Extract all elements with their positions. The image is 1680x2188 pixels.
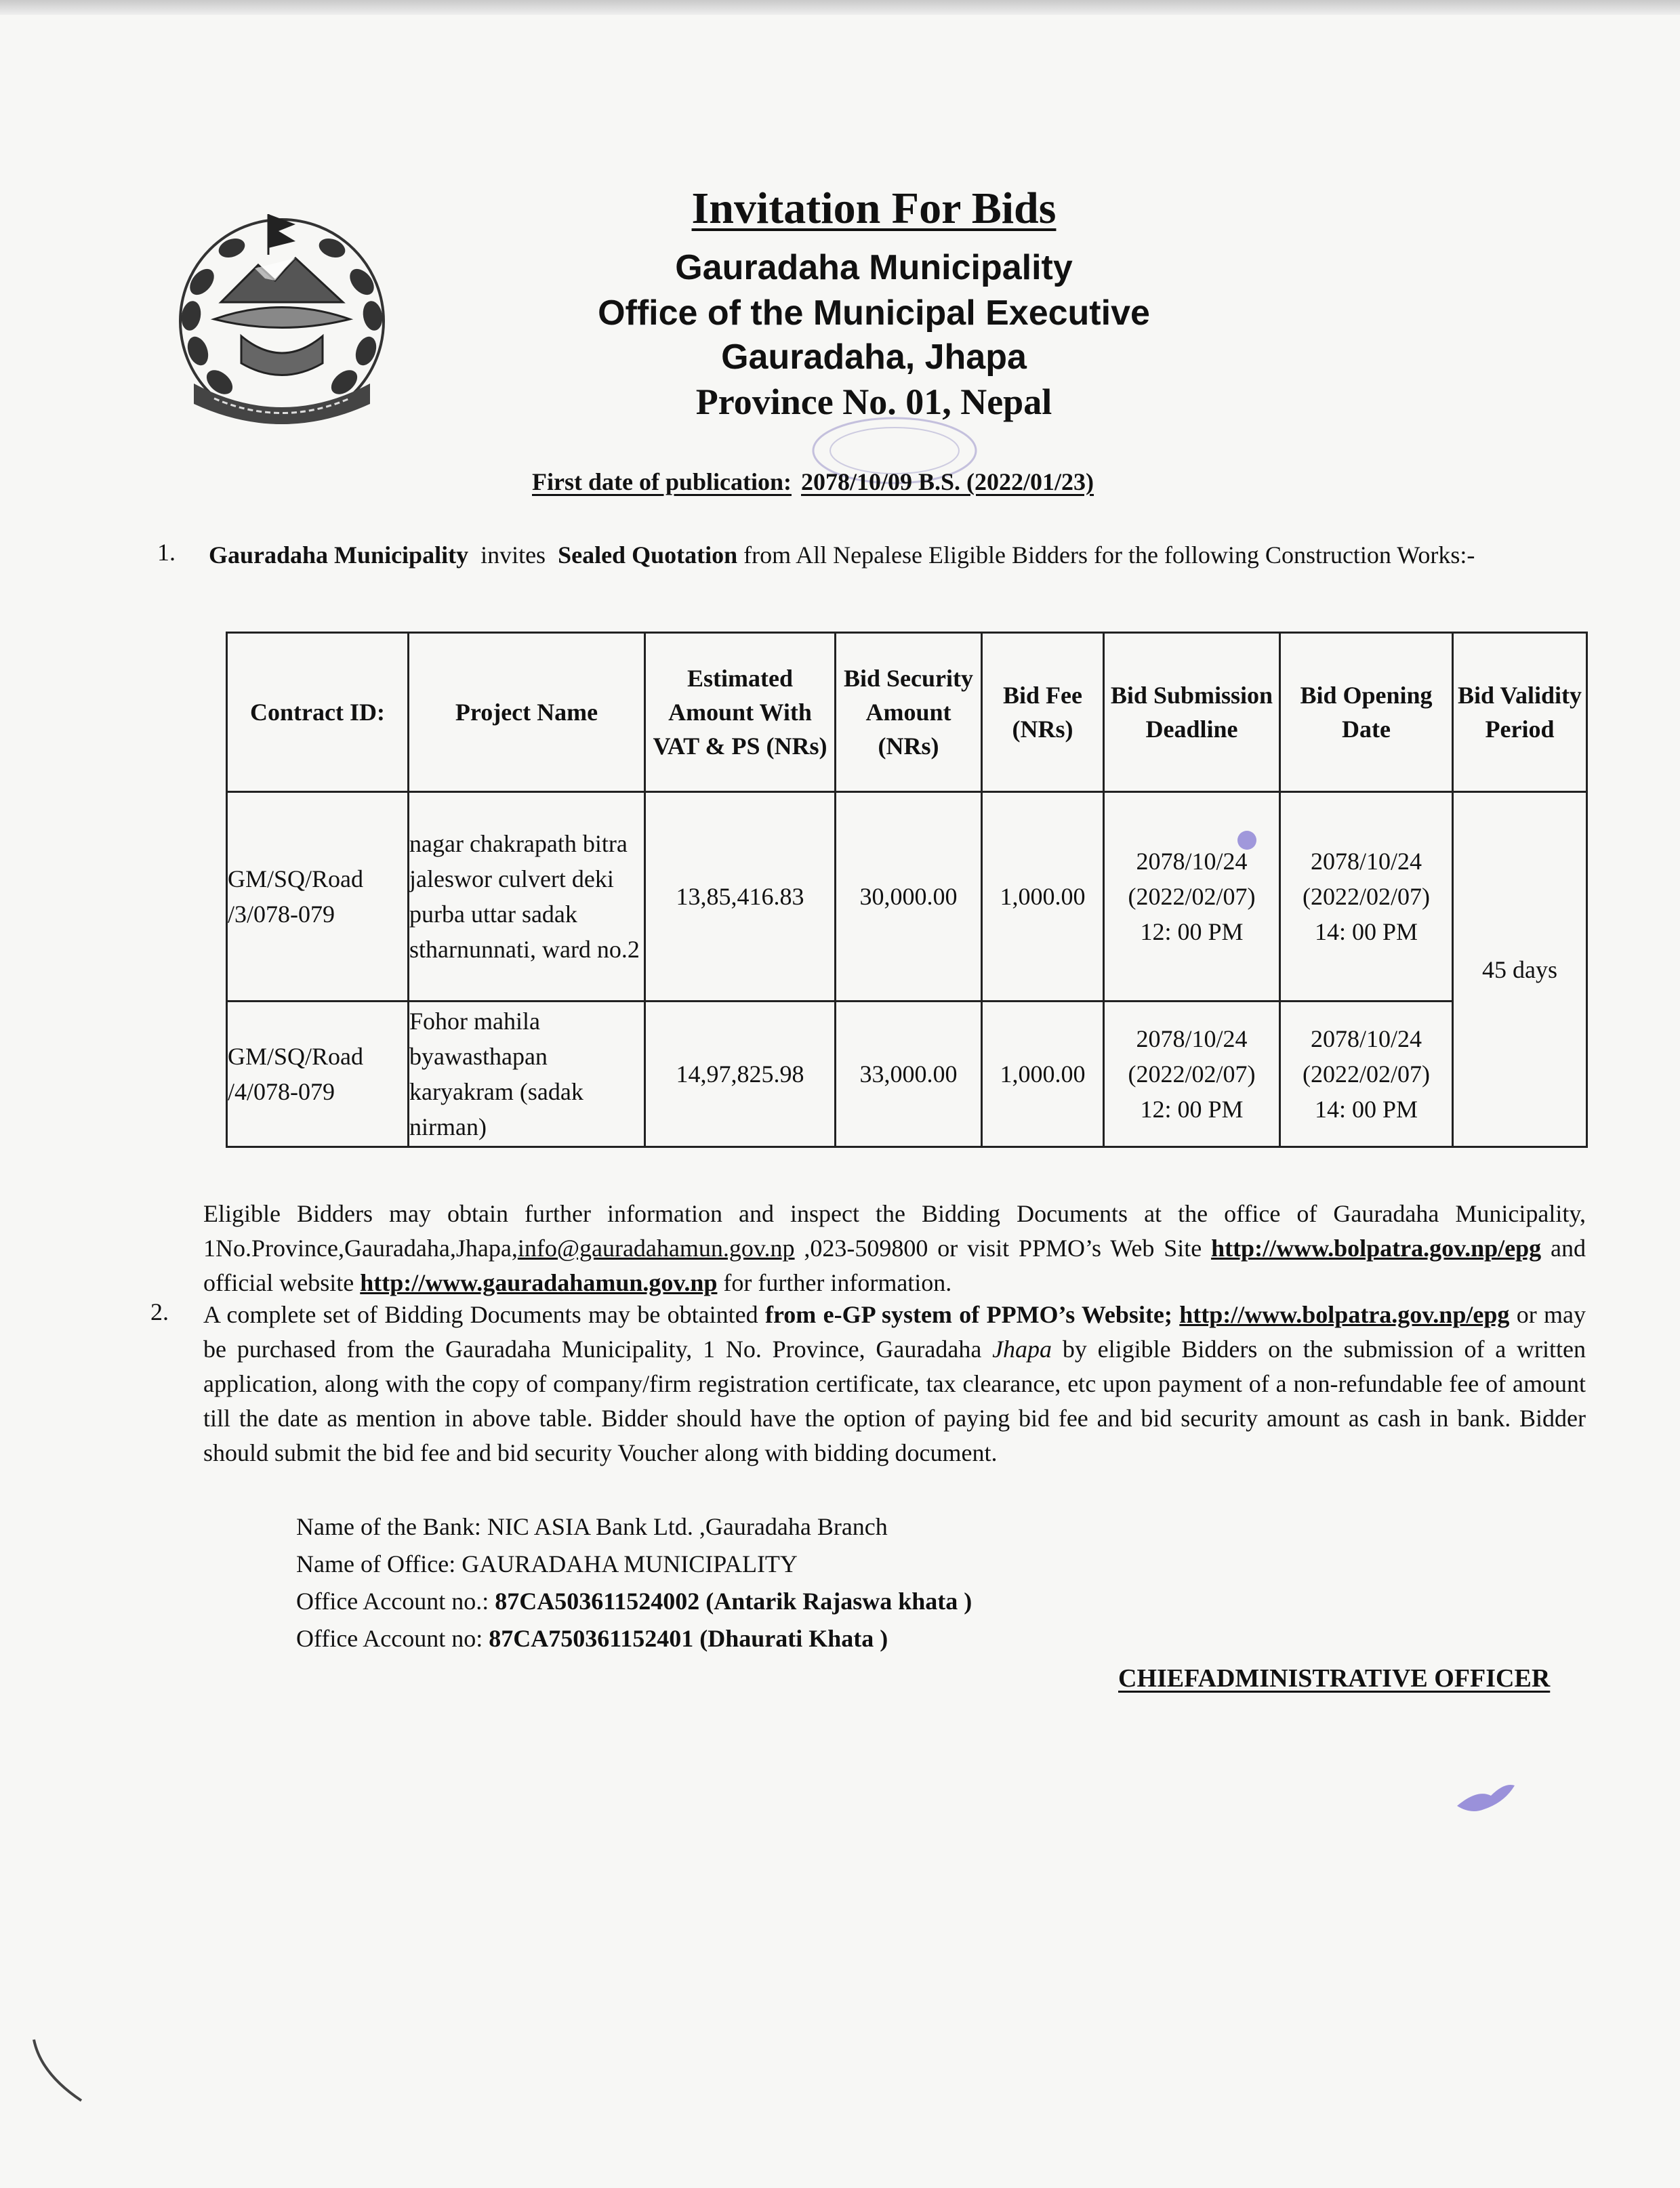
estimated-amount: 14,97,825.98 <box>645 1002 836 1147</box>
validity-period: 45 days <box>1453 792 1587 1147</box>
sealed-quotation: Sealed Quotation <box>558 541 738 569</box>
project-name: nagar chakrapath bitra jaleswor culvert deki purba uttar sadak stharnunnati, ward no.2 <box>409 792 645 1002</box>
opening-time: 14: 00 PM <box>1314 1096 1418 1123</box>
bid-security: 30,000.00 <box>836 792 982 1002</box>
municipality-name: Gauradaha Municipality <box>675 248 1073 287</box>
header-bid-fee: Bid Fee (NRs) <box>982 633 1104 792</box>
ink-dot-icon <box>1233 827 1261 854</box>
province-name: Province No. 01, Nepal <box>695 381 1052 422</box>
para2-number: 2. <box>150 1298 169 1325</box>
office-location: Gauradaha, Jhapa <box>721 337 1027 377</box>
bid-security: 33,000.00 <box>836 1002 982 1147</box>
contract-id: GM/SQ/Road /3/078-079 <box>227 792 409 1002</box>
header-bid-security: Bid Security Amount (NRs) <box>836 633 982 792</box>
header-validity-period: Bid Validity Period <box>1453 633 1587 792</box>
header-submission-deadline: Bid Submission Deadline <box>1104 633 1280 792</box>
para2-text-1: A complete set of Bidding Documents may be obtainted <box>203 1301 765 1328</box>
submission-deadline <box>1104 792 1280 1002</box>
signature-title: CHIEFADMINISTRATIVE OFFICER <box>1118 1664 1551 1693</box>
egp-system-text: from e-GP system of PPMO’s Website; <box>764 1301 1172 1328</box>
submission-deadline <box>1104 1002 1280 1147</box>
header-opening-date: Bid Opening Date <box>1280 633 1453 792</box>
account-1-value: 87CA503611524002 (Antarik Rajaswa khata ) <box>495 1588 972 1615</box>
contract-id: GM/SQ/Road /4/078-079 <box>227 1002 409 1147</box>
account-2-value: 87CA750361152401 (Dhaurati Khata ) <box>489 1625 888 1652</box>
eligible-text-1: Eligible Bidders may obtain further information and inspect the Bidding Documents at the office of Gauradaha Municipality, 1No.Province,Gauradaha,Jhapa, <box>203 1200 1586 1262</box>
header-contract-id: Contract ID: <box>227 633 409 792</box>
account-1-label: Office Account no.: <box>296 1588 489 1615</box>
opening-date-ad: (2022/02/07) <box>1303 1060 1430 1088</box>
bolpatra-link[interactable]: http://www.bolpatra.gov.np/epg <box>1211 1235 1542 1262</box>
para1-rest: from All Nepalese Eligible Bidders for the following Construction Works:- <box>743 541 1475 569</box>
bank-name: Name of the Bank: NIC ASIA Bank Ltd. ,Gauradaha Branch <box>296 1513 888 1540</box>
office-name-line: Name of Office: GAURADAHA MUNICIPALITY <box>296 1550 798 1577</box>
submission-time: 12: 00 PM <box>1140 1096 1244 1123</box>
jhapa-italic: Jhapa <box>992 1336 1052 1363</box>
opening-date <box>1280 1002 1453 1147</box>
eligible-bidders-text <box>203 1197 1586 1300</box>
email-link[interactable]: info@gauradahamun.gov.np <box>517 1235 795 1262</box>
org-name: Gauradaha Municipality <box>209 541 469 569</box>
project-name: Fohor mahila byawasthapan karyakram (sadak nirman) <box>409 1002 645 1147</box>
office-name: Office of the Municipal Executive <box>598 293 1150 333</box>
para2-text-3: by eligible Bidders on the submission of a written application, along with the copy of company/firm registration certificate, tax clearance, etc upon payment of a non-refundable fee of amount till the date as mention in above table. Bidder should have the option of paying bid fee and bid security amount as cash in bank. Bidder should submit the bid fee and bid security Voucher along with bidding document. <box>203 1336 1586 1466</box>
document-title: Invitation For Bids <box>691 184 1057 233</box>
submission-date-ad: (2022/02/07) <box>1128 883 1256 910</box>
para2-text-2: or may be purchased from the Gauradaha Municipality, 1 No. Province, Gauradaha <box>203 1301 1586 1363</box>
bid-fee: 1,000.00 <box>982 792 1104 1002</box>
invites-text: invites <box>480 541 546 569</box>
account-1 <box>296 1587 972 1615</box>
account-2 <box>296 1624 888 1653</box>
table-row <box>227 792 1587 1002</box>
opening-date-bs: 2078/10/24 <box>1310 1025 1422 1052</box>
municipality-website-link[interactable]: http://www.gauradahamun.gov.np <box>360 1269 718 1296</box>
bolpatra-link-2[interactable]: http://www.bolpatra.gov.np/epg <box>1179 1301 1510 1328</box>
publication-value: 2078/10/09 B.S. (2022/01/23) <box>801 468 1094 495</box>
scan-edge <box>0 0 1680 15</box>
submission-time: 12: 00 PM <box>1140 918 1244 945</box>
scan-mark-icon <box>27 2033 88 2107</box>
opening-date <box>1280 792 1453 1002</box>
table-header-row <box>227 633 1587 792</box>
account-2-label: Office Account no: <box>296 1625 483 1652</box>
eligible-text-2: ,023-509800 or visit PPMO’s Web Site <box>794 1235 1212 1262</box>
eligible-text-4: for further information. <box>717 1269 952 1296</box>
header-project-name: Project Name <box>409 633 645 792</box>
opening-date-ad: (2022/02/07) <box>1303 883 1430 910</box>
publication-label: First date of publication: <box>532 468 792 495</box>
opening-date-bs: 2078/10/24 <box>1310 848 1422 875</box>
eligible-text-3: and official website <box>203 1235 1586 1296</box>
ink-smudge-icon <box>1450 1775 1518 1816</box>
submission-date: 2078/10/24 <box>1136 1025 1248 1052</box>
table-row <box>227 1002 1587 1147</box>
submission-date-ad: (2022/02/07) <box>1128 1060 1256 1088</box>
bid-fee: 1,000.00 <box>982 1002 1104 1147</box>
para1-number: 1. <box>157 539 176 566</box>
para1-text <box>209 538 1557 573</box>
header-estimated-amount: Estimated Amount With VAT & PS (NRs) <box>645 633 836 792</box>
estimated-amount: 13,85,416.83 <box>645 792 836 1002</box>
publication-date <box>532 468 1094 496</box>
para2-text <box>203 1298 1586 1470</box>
bids-table <box>226 632 1588 1148</box>
opening-time: 14: 00 PM <box>1314 918 1418 945</box>
submission-date: 2078/10/24 <box>1136 848 1248 875</box>
